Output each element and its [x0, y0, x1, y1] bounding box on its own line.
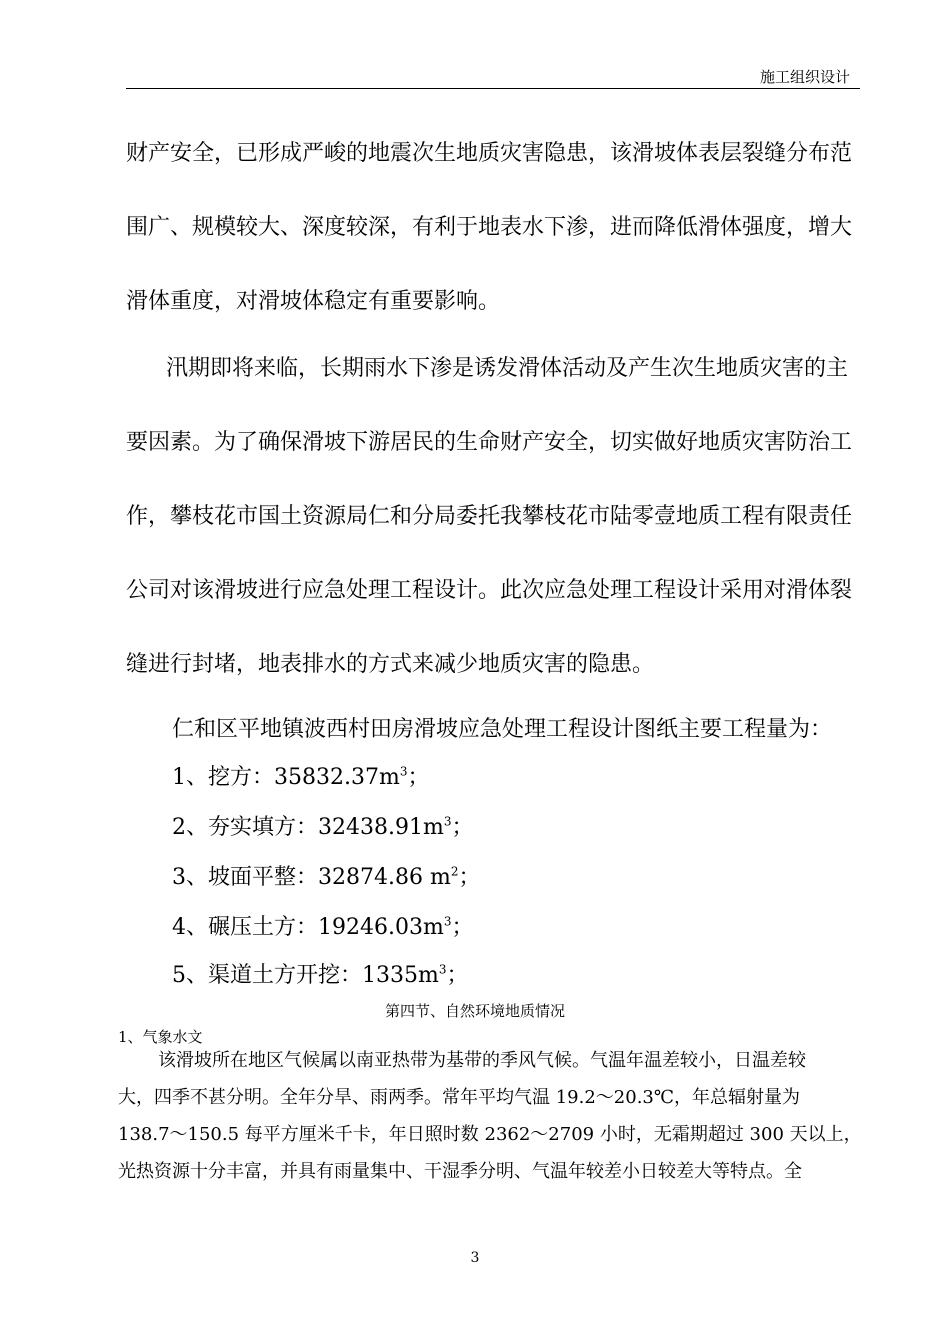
- text-line: 滑体重度，对滑坡体稳定有重要影响。: [126, 289, 501, 314]
- item-end: ；: [451, 815, 474, 840]
- item-text: 2、夯实填方：32438.91m: [172, 815, 444, 840]
- text-line: 围广、规模较大、深度较深，有利于地表水下渗，进而降低滑体强度，增大: [126, 215, 853, 240]
- list-item: [172, 910, 474, 941]
- text-line: 公司对该滑坡进行应急处理工程设计。此次应急处理工程设计采用对滑体裂: [126, 578, 853, 603]
- header-title: 施工组织设计: [760, 68, 851, 86]
- text-line: 该滑坡所在地区气候属以南亚热带为基带的季风气候。气温年温差较小，日温差较: [158, 1050, 806, 1071]
- list-item: [172, 860, 480, 891]
- list-item: [172, 760, 430, 791]
- text-line: 要因素。为了确保滑坡下游居民的生命财产安全，切实做好地质灾害防治工: [126, 430, 853, 455]
- text-line: 光热资源十分丰富，并具有雨量集中、干湿季分明、气温年较差小日较差大等特点。全: [118, 1161, 802, 1182]
- subheading: 1、气象水文: [118, 1028, 203, 1046]
- text-line: 缝进行封堵，地表排水的方式来减少地质灾害的隐患。: [126, 652, 655, 677]
- text-line: 138.7～150.5 每平方厘米千卡，年日照时数 2362～2709 小时，无霜期超过 300 天以上，: [118, 1124, 862, 1145]
- section-title: 第四节、自然环境地质情况: [384, 1002, 565, 1020]
- quantities-intro: 仁和区平地镇波西村田房滑坡应急处理工程设计图纸主要工程量为：: [172, 717, 833, 742]
- item-superscript: 3: [443, 814, 452, 829]
- item-end: ；: [407, 765, 430, 790]
- item-superscript: 2: [450, 864, 459, 879]
- item-text: 3、坡面平整：32874.86 m: [172, 865, 451, 890]
- text-line: 作，攀枝花市国土资源局仁和分局委托我攀枝花市陆零壹地质工程有限责任: [126, 504, 853, 529]
- item-superscript: 3: [399, 764, 408, 779]
- text-line: 大，四季不甚分明。全年分旱、雨两季。常年平均气温 19.2～20.3℃，年总辐射量为: [118, 1087, 801, 1108]
- item-text: 1、挖方：35832.37m: [172, 765, 400, 790]
- page-number: 3: [470, 1250, 480, 1266]
- item-end: ；: [451, 915, 474, 940]
- text-line: 汛期即将来临，长期雨水下渗是诱发滑体活动及产生次生地质灾害的主: [166, 356, 849, 381]
- list-item: [172, 810, 474, 841]
- item-text: 5、渠道土方开挖：1335m: [172, 963, 439, 988]
- item-superscript: 3: [438, 962, 447, 977]
- header-rule: [126, 88, 860, 89]
- item-text: 4、碾压土方：19246.03m: [172, 915, 444, 940]
- item-end: ；: [458, 865, 481, 890]
- list-item: [172, 958, 469, 989]
- item-superscript: 3: [443, 914, 452, 929]
- text-line: 财产安全，已形成严峻的地震次生地质灾害隐患，该滑坡体表层裂缝分布范: [126, 141, 853, 166]
- item-end: ；: [446, 963, 469, 988]
